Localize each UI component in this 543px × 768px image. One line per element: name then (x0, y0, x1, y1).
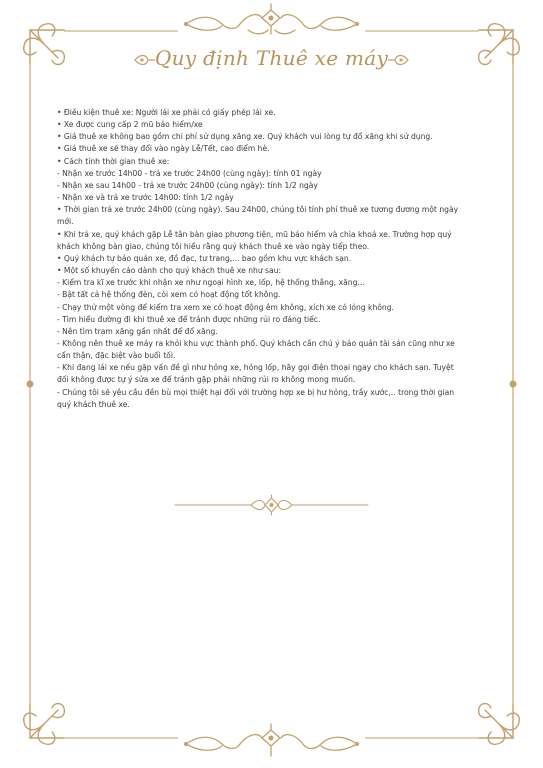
rule-line: - Khi đang lái xe nếu gặp vấn đề gì như hỏng xe, hỏng lốp, hãy gọi điện thoại ngay cho khách sạn. Tuyệt (57, 363, 454, 373)
rule-line: - Tìm hiểu đường đi khi thuê xe để tránh được những rủi ro đáng tiếc. (57, 314, 321, 324)
rule-line: mới. (57, 217, 74, 227)
document-title: Quy định Thuê xe máy (154, 46, 389, 70)
rule-line: • Cách tính thời gian thuê xe: (57, 156, 170, 166)
rule-line: • Giá thuê xe sẽ thay đổi vào ngày Lễ/Tết, cao điểm hè. (57, 144, 270, 154)
rule-line: - Nhận xe sau 14h00 - trả xe trước 24h00 (cùng ngày): tính 1/2 ngày (57, 180, 318, 190)
rule-line: • Điều kiện thuê xe: Người lái xe phải có giấy phép lái xe. (57, 108, 276, 117)
rule-line: đối không được tự ý sửa xe để tránh gặp phải những rủi ro không mong muốn. (57, 375, 356, 385)
corner-ornament-bottom-left (24, 704, 65, 745)
rule-line: khách không bàn giao, chúng tôi hiểu rằng quý khách thuê xe vào ngày tiếp theo. (57, 241, 370, 251)
rule-line: • Xe được cung cấp 2 mũ bảo hiểm/xe (57, 120, 203, 130)
rule-line: - Nên tìm trạm xăng gần nhất để đổ xăng. (57, 326, 218, 336)
rule-line: • Một số khuyến cáo dành cho quý khách thuê xe như sau: (57, 266, 282, 276)
rule-line: quý khách thuê xe. (57, 399, 130, 409)
rule-line: - Kiểm tra kĩ xe trước khi nhận xe như ngoại hình xe, lốp, hệ thống thắng, xăng… (57, 278, 365, 288)
rule-line: • Giá thuê xe không bao gồm chi phí sử dụng xăng xe. Quý khách vui lòng tự đổ xăng khi sử dụng. (57, 132, 433, 142)
corner-ornament-bottom-right (479, 704, 520, 745)
rule-line: cẩn thận, đặc biệt vào buổi tối. (57, 351, 176, 361)
rule-line: - Chạy thử một vòng để kiểm tra xem xe có hoạt động êm không, xích xe có lỏng không. (57, 302, 394, 312)
rules-list (57, 107, 497, 411)
rule-line: - Không nên thuê xe máy ra khỏi khu vực thành phố. Quý khách cần chú ý bảo quản tài sản cũng như xe (57, 338, 455, 348)
rule-line: • Thời gian trả xe trước 24h00 (cùng ngày). Sau 24h00, chúng tôi tính phí thuê xe tương đương một ngày (57, 205, 459, 215)
rule-line: • Quý khách tự bảo quản xe, đồ đạc, tư trang,... bao gồm khu vực khách sạn. (57, 253, 352, 263)
divider-ornament (173, 494, 370, 516)
rule-line: - Nhận xe trước 14h00 - trả xe trước 24h00 (cùng ngày): tính 01 ngày (57, 168, 322, 178)
rule-line: - Chúng tôi sẽ yêu cầu đền bù mọi thiệt hại đối với trường hợp xe bị hư hỏng, trầy xước,.. trong thời gian (57, 387, 455, 397)
rule-line: - Nhận xe và trả xe trước 14h00: tính 1/2 ngày (57, 193, 234, 203)
rule-line: - Bật tất cả hệ thống đèn, còi xem có hoạt động tốt không. (57, 290, 281, 300)
rule-line: • Khi trả xe, quý khách gặp Lễ tân bàn giao phương tiện, mũ bảo hiểm và chìa khoá xe. Trường hợp quý (57, 229, 452, 239)
